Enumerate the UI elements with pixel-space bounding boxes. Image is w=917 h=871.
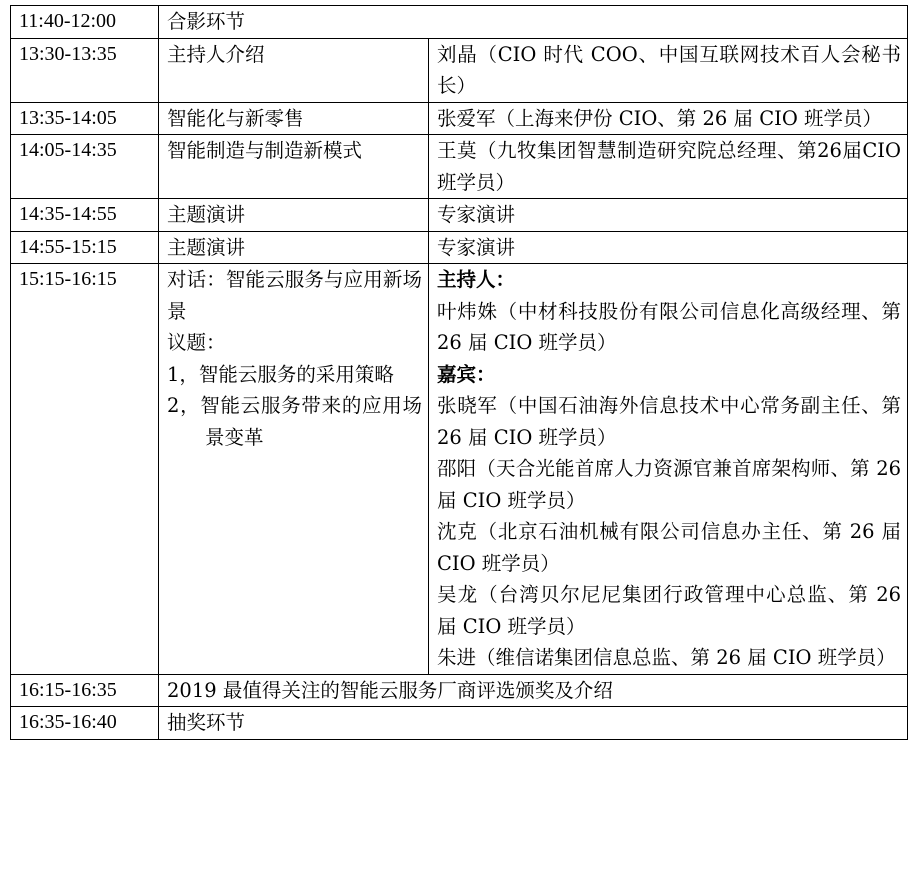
speaker-cell: 专家演讲 [429,199,908,232]
host-label: 主持人： [437,268,516,291]
time-cell: 14:55-15:15 [11,231,159,264]
speaker-cell: 张爱军（上海来伊份 CIO、第 26 届 CIO 班学员） [429,102,908,135]
agenda-item: 2，智能云服务带来的应用场景变革 [167,394,422,449]
time-cell: 13:35-14:05 [11,102,159,135]
time-cell: 15:15-16:15 [11,264,159,675]
table-row [11,199,908,232]
time-cell: 16:35-16:40 [11,707,159,740]
time-cell: 14:05-14:35 [11,135,159,199]
agenda-table [10,5,908,740]
table-row [11,102,908,135]
speaker-cell: 刘晶（CIO 时代 COO、中国互联网技术百人会秘书长） [429,38,908,102]
speaker-cell: 王莫（九牧集团智慧制造研究院总经理、第26届CIO班学员） [429,135,908,199]
table-row [11,231,908,264]
topic-cell: 合影环节 [159,6,908,39]
time-cell: 14:35-14:55 [11,199,159,232]
table-row [11,674,908,707]
topic-cell: 2019 最值得关注的智能云服务厂商评选颁奖及介绍 [159,674,908,707]
dialogue-title: 对话：智能云服务与应用新场景 [167,268,422,323]
host-name: 叶炜姝（中材科技股份有限公司信息化高级经理、第 26 届 CIO 班学员） [437,299,902,354]
time-cell: 13:30-13:35 [11,38,159,102]
guest-entry: 邵阳（天合光能首席人力资源官兼首席架构师、第 26 届 CIO 班学员） [437,457,902,512]
dialogue-topic-cell [159,264,429,675]
table-row [11,38,908,102]
guests-label: 嘉宾： [437,362,496,386]
topic-cell: 智能化与新零售 [159,102,429,135]
table-row-dialogue [11,264,908,675]
guest-entry: 沈克（北京石油机械有限公司信息办主任、第 26 届 CIO 班学员） [437,520,902,575]
topic-cell: 智能制造与制造新模式 [159,135,429,199]
table-row [11,135,908,199]
agenda-label: 议题： [167,331,226,354]
time-cell: 11:40-12:00 [11,6,159,39]
topic-cell: 主题演讲 [159,231,429,264]
dialogue-people-cell [429,264,908,675]
guest-entry: 张晓军（中国石油海外信息技术中心常务副主任、第 26 届 CIO 班学员） [437,394,902,449]
topic-cell: 主题演讲 [159,199,429,232]
topic-cell: 抽奖环节 [159,707,908,740]
table-row [11,6,908,39]
topic-cell: 主持人介绍 [159,38,429,102]
agenda-item: 1，智能云服务的采用策略 [167,362,394,386]
speaker-cell: 专家演讲 [429,231,908,264]
guest-entry: 吴龙（台湾贝尔尼尼集团行政管理中心总监、第 26 届 CIO 班学员） [437,583,902,638]
time-cell: 16:15-16:35 [11,674,159,707]
table-row [11,707,908,740]
guest-entry: 朱进（维信诺集团信息总监、第 26 届 CIO 班学员） [437,646,896,669]
